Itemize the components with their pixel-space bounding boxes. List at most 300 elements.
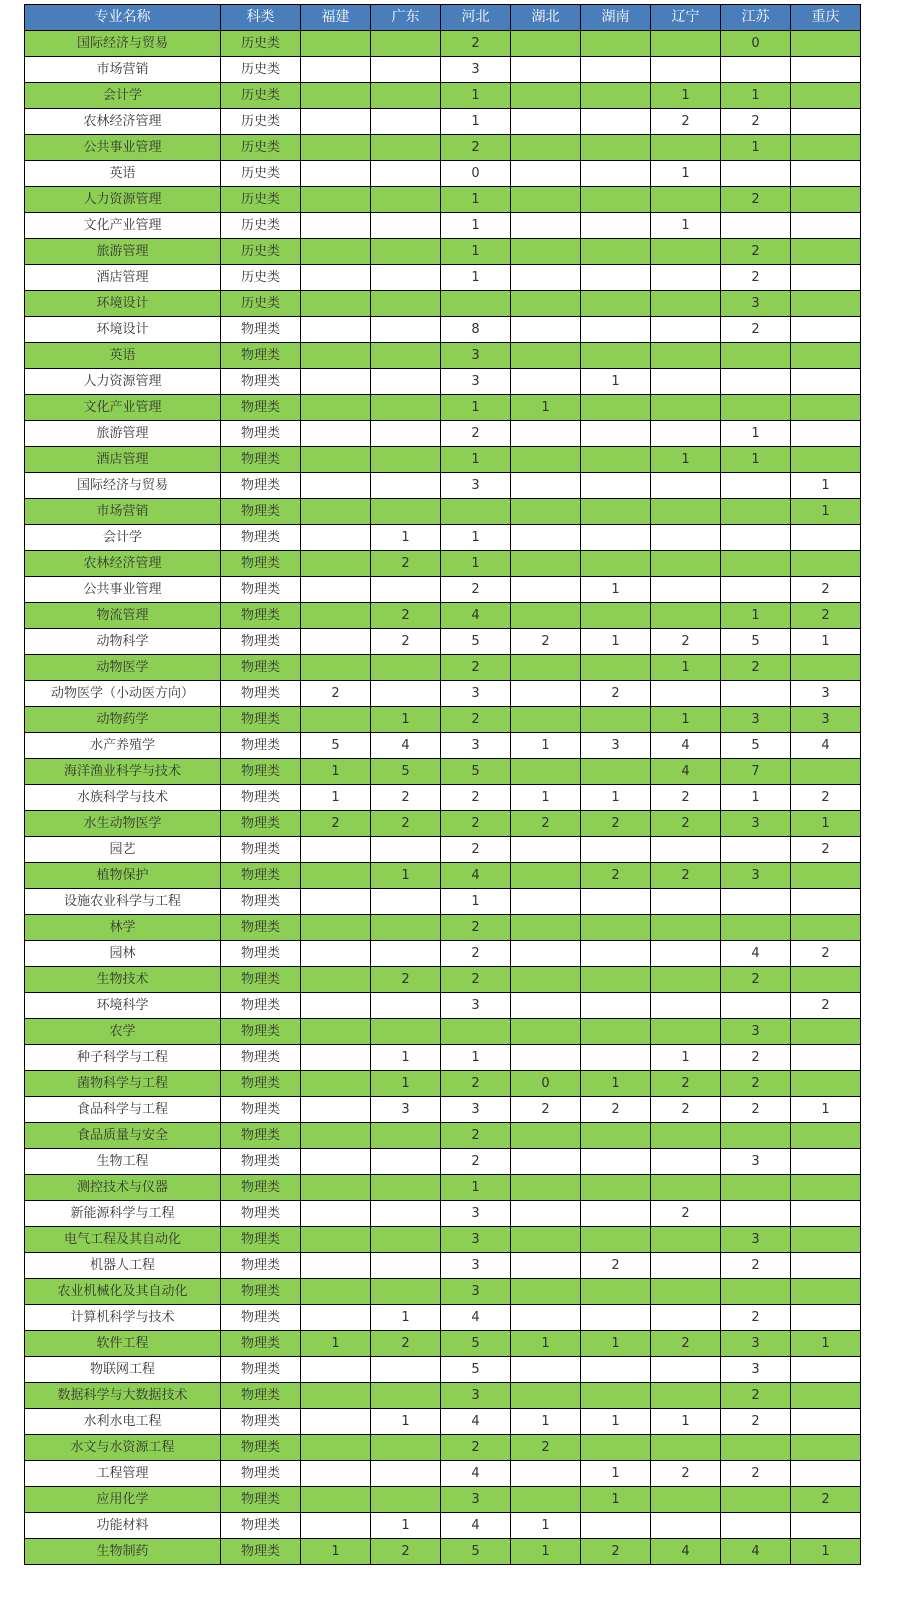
liaoning-cell bbox=[651, 187, 721, 213]
chongqing-cell bbox=[791, 213, 861, 239]
hunan-cell: 1 bbox=[581, 1071, 651, 1097]
table-row bbox=[25, 837, 861, 863]
chongqing-cell bbox=[791, 1019, 861, 1045]
chongqing-cell bbox=[791, 1357, 861, 1383]
chongqing-cell bbox=[791, 1435, 861, 1461]
hunan-cell bbox=[581, 447, 651, 473]
fujian-cell bbox=[301, 31, 371, 57]
jiangsu-cell bbox=[721, 1279, 791, 1305]
major-name-cell: 酒店管理 bbox=[25, 265, 221, 291]
liaoning-cell: 2 bbox=[651, 863, 721, 889]
category-cell: 物理类 bbox=[221, 811, 301, 837]
guangdong-cell bbox=[371, 1149, 441, 1175]
jiangsu-cell: 2 bbox=[721, 1253, 791, 1279]
hubei-cell bbox=[511, 1123, 581, 1149]
liaoning-cell bbox=[651, 577, 721, 603]
liaoning-cell bbox=[651, 395, 721, 421]
fujian-cell bbox=[301, 291, 371, 317]
hunan-cell bbox=[581, 421, 651, 447]
fujian-cell bbox=[301, 239, 371, 265]
chongqing-cell bbox=[791, 1305, 861, 1331]
major-name-cell: 旅游管理 bbox=[25, 239, 221, 265]
fujian-cell bbox=[301, 629, 371, 655]
fujian-cell bbox=[301, 1097, 371, 1123]
chongqing-cell bbox=[791, 265, 861, 291]
hunan-cell: 2 bbox=[581, 1253, 651, 1279]
table-row bbox=[25, 473, 861, 499]
hunan-cell bbox=[581, 343, 651, 369]
guangdong-cell bbox=[371, 57, 441, 83]
chongqing-cell: 2 bbox=[791, 993, 861, 1019]
major-name-cell: 农林经济管理 bbox=[25, 551, 221, 577]
hunan-cell bbox=[581, 1357, 651, 1383]
hubei-cell bbox=[511, 1357, 581, 1383]
hubei-cell: 1 bbox=[511, 395, 581, 421]
fujian-cell bbox=[301, 1123, 371, 1149]
table-row bbox=[25, 759, 861, 785]
chongqing-cell: 2 bbox=[791, 785, 861, 811]
jiangsu-cell: 1 bbox=[721, 447, 791, 473]
guangdong-cell: 1 bbox=[371, 863, 441, 889]
jiangsu-cell: 3 bbox=[721, 811, 791, 837]
jiangsu-cell bbox=[721, 915, 791, 941]
chongqing-cell: 1 bbox=[791, 499, 861, 525]
liaoning-cell bbox=[651, 941, 721, 967]
table-row bbox=[25, 1227, 861, 1253]
guangdong-cell bbox=[371, 1201, 441, 1227]
chongqing-cell bbox=[791, 655, 861, 681]
category-cell: 物理类 bbox=[221, 1409, 301, 1435]
guangdong-cell bbox=[371, 1357, 441, 1383]
jiangsu-cell: 2 bbox=[721, 1097, 791, 1123]
major-name-cell: 会计学 bbox=[25, 525, 221, 551]
hebei-cell: 3 bbox=[441, 993, 511, 1019]
fujian-cell bbox=[301, 265, 371, 291]
jiangsu-cell: 1 bbox=[721, 83, 791, 109]
fujian-cell bbox=[301, 109, 371, 135]
liaoning-cell bbox=[651, 967, 721, 993]
hunan-cell bbox=[581, 1513, 651, 1539]
table-row bbox=[25, 57, 861, 83]
major-name-cell: 种子科学与工程 bbox=[25, 1045, 221, 1071]
hubei-cell: 1 bbox=[511, 1539, 581, 1565]
hunan-cell bbox=[581, 161, 651, 187]
jiangsu-cell bbox=[721, 1123, 791, 1149]
chongqing-cell bbox=[791, 525, 861, 551]
table-row bbox=[25, 681, 861, 707]
major-name-cell: 动物医学（小动医方向） bbox=[25, 681, 221, 707]
guangdong-cell: 1 bbox=[371, 525, 441, 551]
chongqing-cell bbox=[791, 1253, 861, 1279]
major-name-cell: 酒店管理 bbox=[25, 447, 221, 473]
chongqing-cell bbox=[791, 135, 861, 161]
guangdong-cell bbox=[371, 187, 441, 213]
jiangsu-cell bbox=[721, 551, 791, 577]
hunan-cell bbox=[581, 603, 651, 629]
jiangsu-cell: 7 bbox=[721, 759, 791, 785]
guangdong-cell: 2 bbox=[371, 811, 441, 837]
hebei-cell: 2 bbox=[441, 1149, 511, 1175]
chongqing-cell: 3 bbox=[791, 681, 861, 707]
liaoning-cell bbox=[651, 421, 721, 447]
chongqing-cell: 1 bbox=[791, 1539, 861, 1565]
hebei-cell: 3 bbox=[441, 57, 511, 83]
chongqing-cell: 1 bbox=[791, 473, 861, 499]
guangdong-cell: 1 bbox=[371, 707, 441, 733]
major-name-cell: 动物医学 bbox=[25, 655, 221, 681]
fujian-cell bbox=[301, 343, 371, 369]
liaoning-cell bbox=[651, 1383, 721, 1409]
hunan-cell bbox=[581, 1435, 651, 1461]
jiangsu-cell bbox=[721, 525, 791, 551]
hunan-cell bbox=[581, 707, 651, 733]
major-name-cell: 计算机科学与技术 bbox=[25, 1305, 221, 1331]
jiangsu-cell bbox=[721, 1201, 791, 1227]
guangdong-cell: 1 bbox=[371, 1409, 441, 1435]
guangdong-cell bbox=[371, 837, 441, 863]
fujian-cell bbox=[301, 135, 371, 161]
major-name-cell: 功能材料 bbox=[25, 1513, 221, 1539]
hubei-cell bbox=[511, 1045, 581, 1071]
guangdong-cell bbox=[371, 83, 441, 109]
header-guangdong: 广东 bbox=[371, 5, 441, 31]
hubei-cell: 2 bbox=[511, 811, 581, 837]
guangdong-cell: 5 bbox=[371, 759, 441, 785]
category-cell: 历史类 bbox=[221, 239, 301, 265]
table-row bbox=[25, 1201, 861, 1227]
chongqing-cell: 2 bbox=[791, 603, 861, 629]
hebei-cell: 1 bbox=[441, 109, 511, 135]
table-row bbox=[25, 421, 861, 447]
major-name-cell: 农林经济管理 bbox=[25, 109, 221, 135]
category-cell: 物理类 bbox=[221, 707, 301, 733]
liaoning-cell: 2 bbox=[651, 1201, 721, 1227]
table-row bbox=[25, 629, 861, 655]
category-cell: 物理类 bbox=[221, 1201, 301, 1227]
guangdong-cell bbox=[371, 1253, 441, 1279]
major-name-cell: 水产养殖学 bbox=[25, 733, 221, 759]
hubei-cell bbox=[511, 525, 581, 551]
table-row bbox=[25, 447, 861, 473]
table-row bbox=[25, 1487, 861, 1513]
table-row bbox=[25, 733, 861, 759]
table-row bbox=[25, 187, 861, 213]
table-row bbox=[25, 343, 861, 369]
hebei-cell: 2 bbox=[441, 707, 511, 733]
major-name-cell: 水族科学与技术 bbox=[25, 785, 221, 811]
chongqing-cell bbox=[791, 1201, 861, 1227]
category-cell: 物理类 bbox=[221, 759, 301, 785]
major-name-cell: 水文与水资源工程 bbox=[25, 1435, 221, 1461]
hebei-cell: 3 bbox=[441, 1097, 511, 1123]
liaoning-cell bbox=[651, 1487, 721, 1513]
hubei-cell bbox=[511, 83, 581, 109]
hubei-cell bbox=[511, 1461, 581, 1487]
hunan-cell bbox=[581, 1305, 651, 1331]
jiangsu-cell bbox=[721, 395, 791, 421]
table-row bbox=[25, 1409, 861, 1435]
fujian-cell bbox=[301, 1409, 371, 1435]
fujian-cell bbox=[301, 551, 371, 577]
chongqing-cell bbox=[791, 291, 861, 317]
jiangsu-cell bbox=[721, 213, 791, 239]
jiangsu-cell: 3 bbox=[721, 707, 791, 733]
guangdong-cell: 2 bbox=[371, 785, 441, 811]
table-row bbox=[25, 785, 861, 811]
chongqing-cell bbox=[791, 239, 861, 265]
hebei-cell: 5 bbox=[441, 1357, 511, 1383]
hunan-cell bbox=[581, 83, 651, 109]
hebei-cell: 3 bbox=[441, 369, 511, 395]
major-name-cell: 环境设计 bbox=[25, 317, 221, 343]
fujian-cell bbox=[301, 889, 371, 915]
hunan-cell bbox=[581, 499, 651, 525]
category-cell: 历史类 bbox=[221, 57, 301, 83]
fujian-cell bbox=[301, 1487, 371, 1513]
chongqing-cell bbox=[791, 1513, 861, 1539]
chongqing-cell bbox=[791, 421, 861, 447]
hubei-cell: 1 bbox=[511, 1409, 581, 1435]
liaoning-cell bbox=[651, 915, 721, 941]
jiangsu-cell: 2 bbox=[721, 1071, 791, 1097]
hunan-cell: 1 bbox=[581, 629, 651, 655]
category-cell: 历史类 bbox=[221, 135, 301, 161]
chongqing-cell bbox=[791, 343, 861, 369]
chongqing-cell: 2 bbox=[791, 941, 861, 967]
jiangsu-cell: 3 bbox=[721, 1149, 791, 1175]
liaoning-cell bbox=[651, 239, 721, 265]
major-name-cell: 人力资源管理 bbox=[25, 369, 221, 395]
hubei-cell bbox=[511, 707, 581, 733]
fujian-cell bbox=[301, 941, 371, 967]
liaoning-cell bbox=[651, 265, 721, 291]
major-name-cell: 农学 bbox=[25, 1019, 221, 1045]
major-name-cell: 水利水电工程 bbox=[25, 1409, 221, 1435]
hunan-cell bbox=[581, 759, 651, 785]
major-name-cell: 水生动物医学 bbox=[25, 811, 221, 837]
fujian-cell bbox=[301, 1305, 371, 1331]
hubei-cell bbox=[511, 577, 581, 603]
guangdong-cell bbox=[371, 655, 441, 681]
guangdong-cell: 2 bbox=[371, 551, 441, 577]
liaoning-cell: 4 bbox=[651, 1539, 721, 1565]
hubei-cell bbox=[511, 1253, 581, 1279]
major-name-cell: 电气工程及其自动化 bbox=[25, 1227, 221, 1253]
hunan-cell bbox=[581, 265, 651, 291]
category-cell: 物理类 bbox=[221, 1435, 301, 1461]
fujian-cell bbox=[301, 1227, 371, 1253]
hubei-cell bbox=[511, 187, 581, 213]
jiangsu-cell: 2 bbox=[721, 655, 791, 681]
table-row bbox=[25, 1461, 861, 1487]
hunan-cell bbox=[581, 993, 651, 1019]
hebei-cell: 1 bbox=[441, 525, 511, 551]
major-name-cell: 林学 bbox=[25, 915, 221, 941]
category-cell: 物理类 bbox=[221, 551, 301, 577]
jiangsu-cell bbox=[721, 57, 791, 83]
hunan-cell bbox=[581, 213, 651, 239]
category-cell: 物理类 bbox=[221, 525, 301, 551]
fujian-cell bbox=[301, 915, 371, 941]
major-name-cell: 数据科学与大数据技术 bbox=[25, 1383, 221, 1409]
hunan-cell bbox=[581, 525, 651, 551]
hunan-cell bbox=[581, 837, 651, 863]
jiangsu-cell: 4 bbox=[721, 941, 791, 967]
table-row bbox=[25, 1279, 861, 1305]
chongqing-cell bbox=[791, 83, 861, 109]
major-name-cell: 文化产业管理 bbox=[25, 395, 221, 421]
liaoning-cell bbox=[651, 291, 721, 317]
hubei-cell: 1 bbox=[511, 785, 581, 811]
jiangsu-cell: 0 bbox=[721, 31, 791, 57]
category-cell: 物理类 bbox=[221, 1149, 301, 1175]
category-cell: 物理类 bbox=[221, 1383, 301, 1409]
table-row bbox=[25, 707, 861, 733]
chongqing-cell: 1 bbox=[791, 811, 861, 837]
hunan-cell bbox=[581, 967, 651, 993]
chongqing-cell: 2 bbox=[791, 1487, 861, 1513]
liaoning-cell bbox=[651, 1123, 721, 1149]
liaoning-cell bbox=[651, 1279, 721, 1305]
chongqing-cell bbox=[791, 447, 861, 473]
jiangsu-cell bbox=[721, 889, 791, 915]
category-cell: 历史类 bbox=[221, 265, 301, 291]
guangdong-cell bbox=[371, 1279, 441, 1305]
major-name-cell: 英语 bbox=[25, 343, 221, 369]
hebei-cell: 1 bbox=[441, 1175, 511, 1201]
guangdong-cell bbox=[371, 681, 441, 707]
hubei-cell bbox=[511, 681, 581, 707]
fujian-cell bbox=[301, 369, 371, 395]
major-name-cell: 园艺 bbox=[25, 837, 221, 863]
table-row bbox=[25, 993, 861, 1019]
liaoning-cell: 1 bbox=[651, 83, 721, 109]
fujian-cell bbox=[301, 1279, 371, 1305]
liaoning-cell bbox=[651, 57, 721, 83]
fujian-cell: 1 bbox=[301, 1539, 371, 1565]
category-cell: 物理类 bbox=[221, 655, 301, 681]
jiangsu-cell: 3 bbox=[721, 863, 791, 889]
category-cell: 物理类 bbox=[221, 395, 301, 421]
chongqing-cell bbox=[791, 1123, 861, 1149]
hunan-cell: 2 bbox=[581, 681, 651, 707]
table-row bbox=[25, 31, 861, 57]
guangdong-cell bbox=[371, 161, 441, 187]
hubei-cell bbox=[511, 1149, 581, 1175]
table-row bbox=[25, 1305, 861, 1331]
hubei-cell: 2 bbox=[511, 1435, 581, 1461]
hebei-cell: 4 bbox=[441, 1461, 511, 1487]
category-cell: 物理类 bbox=[221, 1357, 301, 1383]
category-cell: 物理类 bbox=[221, 1539, 301, 1565]
hubei-cell bbox=[511, 837, 581, 863]
table-row bbox=[25, 889, 861, 915]
guangdong-cell bbox=[371, 577, 441, 603]
hubei-cell bbox=[511, 109, 581, 135]
hebei-cell: 3 bbox=[441, 473, 511, 499]
hunan-cell: 1 bbox=[581, 1409, 651, 1435]
hunan-cell bbox=[581, 1123, 651, 1149]
hunan-cell bbox=[581, 1175, 651, 1201]
category-cell: 历史类 bbox=[221, 187, 301, 213]
hebei-cell: 5 bbox=[441, 1539, 511, 1565]
major-name-cell: 工程管理 bbox=[25, 1461, 221, 1487]
hebei-cell: 8 bbox=[441, 317, 511, 343]
jiangsu-cell: 5 bbox=[721, 629, 791, 655]
fujian-cell: 2 bbox=[301, 811, 371, 837]
guangdong-cell bbox=[371, 1461, 441, 1487]
table-row bbox=[25, 1045, 861, 1071]
hubei-cell bbox=[511, 1019, 581, 1045]
table-row bbox=[25, 1331, 861, 1357]
hebei-cell: 4 bbox=[441, 1513, 511, 1539]
hunan-cell bbox=[581, 1201, 651, 1227]
table-row bbox=[25, 915, 861, 941]
header-fujian: 福建 bbox=[301, 5, 371, 31]
hubei-cell bbox=[511, 421, 581, 447]
fujian-cell bbox=[301, 993, 371, 1019]
fujian-cell: 5 bbox=[301, 733, 371, 759]
category-cell: 历史类 bbox=[221, 161, 301, 187]
fujian-cell bbox=[301, 1175, 371, 1201]
guangdong-cell bbox=[371, 889, 441, 915]
liaoning-cell bbox=[651, 1435, 721, 1461]
fujian-cell bbox=[301, 603, 371, 629]
major-name-cell: 园林 bbox=[25, 941, 221, 967]
chongqing-cell: 2 bbox=[791, 577, 861, 603]
header-hubei: 湖北 bbox=[511, 5, 581, 31]
category-cell: 物理类 bbox=[221, 369, 301, 395]
major-name-cell: 动物药学 bbox=[25, 707, 221, 733]
table-row bbox=[25, 967, 861, 993]
major-name-cell: 人力资源管理 bbox=[25, 187, 221, 213]
table-row bbox=[25, 603, 861, 629]
guangdong-cell bbox=[371, 1383, 441, 1409]
hunan-cell: 2 bbox=[581, 863, 651, 889]
hunan-cell: 1 bbox=[581, 577, 651, 603]
table-row bbox=[25, 1435, 861, 1461]
chongqing-cell bbox=[791, 317, 861, 343]
major-name-cell: 会计学 bbox=[25, 83, 221, 109]
major-name-cell: 市场营销 bbox=[25, 499, 221, 525]
category-cell: 历史类 bbox=[221, 213, 301, 239]
hunan-cell bbox=[581, 655, 651, 681]
category-cell: 物理类 bbox=[221, 733, 301, 759]
category-cell: 物理类 bbox=[221, 1461, 301, 1487]
table-row bbox=[25, 161, 861, 187]
fujian-cell: 1 bbox=[301, 1331, 371, 1357]
jiangsu-cell bbox=[721, 161, 791, 187]
table-row bbox=[25, 1539, 861, 1565]
chongqing-cell bbox=[791, 967, 861, 993]
hunan-cell bbox=[581, 317, 651, 343]
major-name-cell: 物联网工程 bbox=[25, 1357, 221, 1383]
liaoning-cell bbox=[651, 603, 721, 629]
liaoning-cell: 1 bbox=[651, 1409, 721, 1435]
table-row bbox=[25, 369, 861, 395]
jiangsu-cell: 3 bbox=[721, 291, 791, 317]
hunan-cell: 2 bbox=[581, 1097, 651, 1123]
hunan-cell bbox=[581, 941, 651, 967]
jiangsu-cell bbox=[721, 993, 791, 1019]
table-row bbox=[25, 863, 861, 889]
chongqing-cell bbox=[791, 1383, 861, 1409]
table-row bbox=[25, 239, 861, 265]
chongqing-cell bbox=[791, 395, 861, 421]
jiangsu-cell: 1 bbox=[721, 785, 791, 811]
hebei-cell: 5 bbox=[441, 629, 511, 655]
category-cell: 物理类 bbox=[221, 967, 301, 993]
